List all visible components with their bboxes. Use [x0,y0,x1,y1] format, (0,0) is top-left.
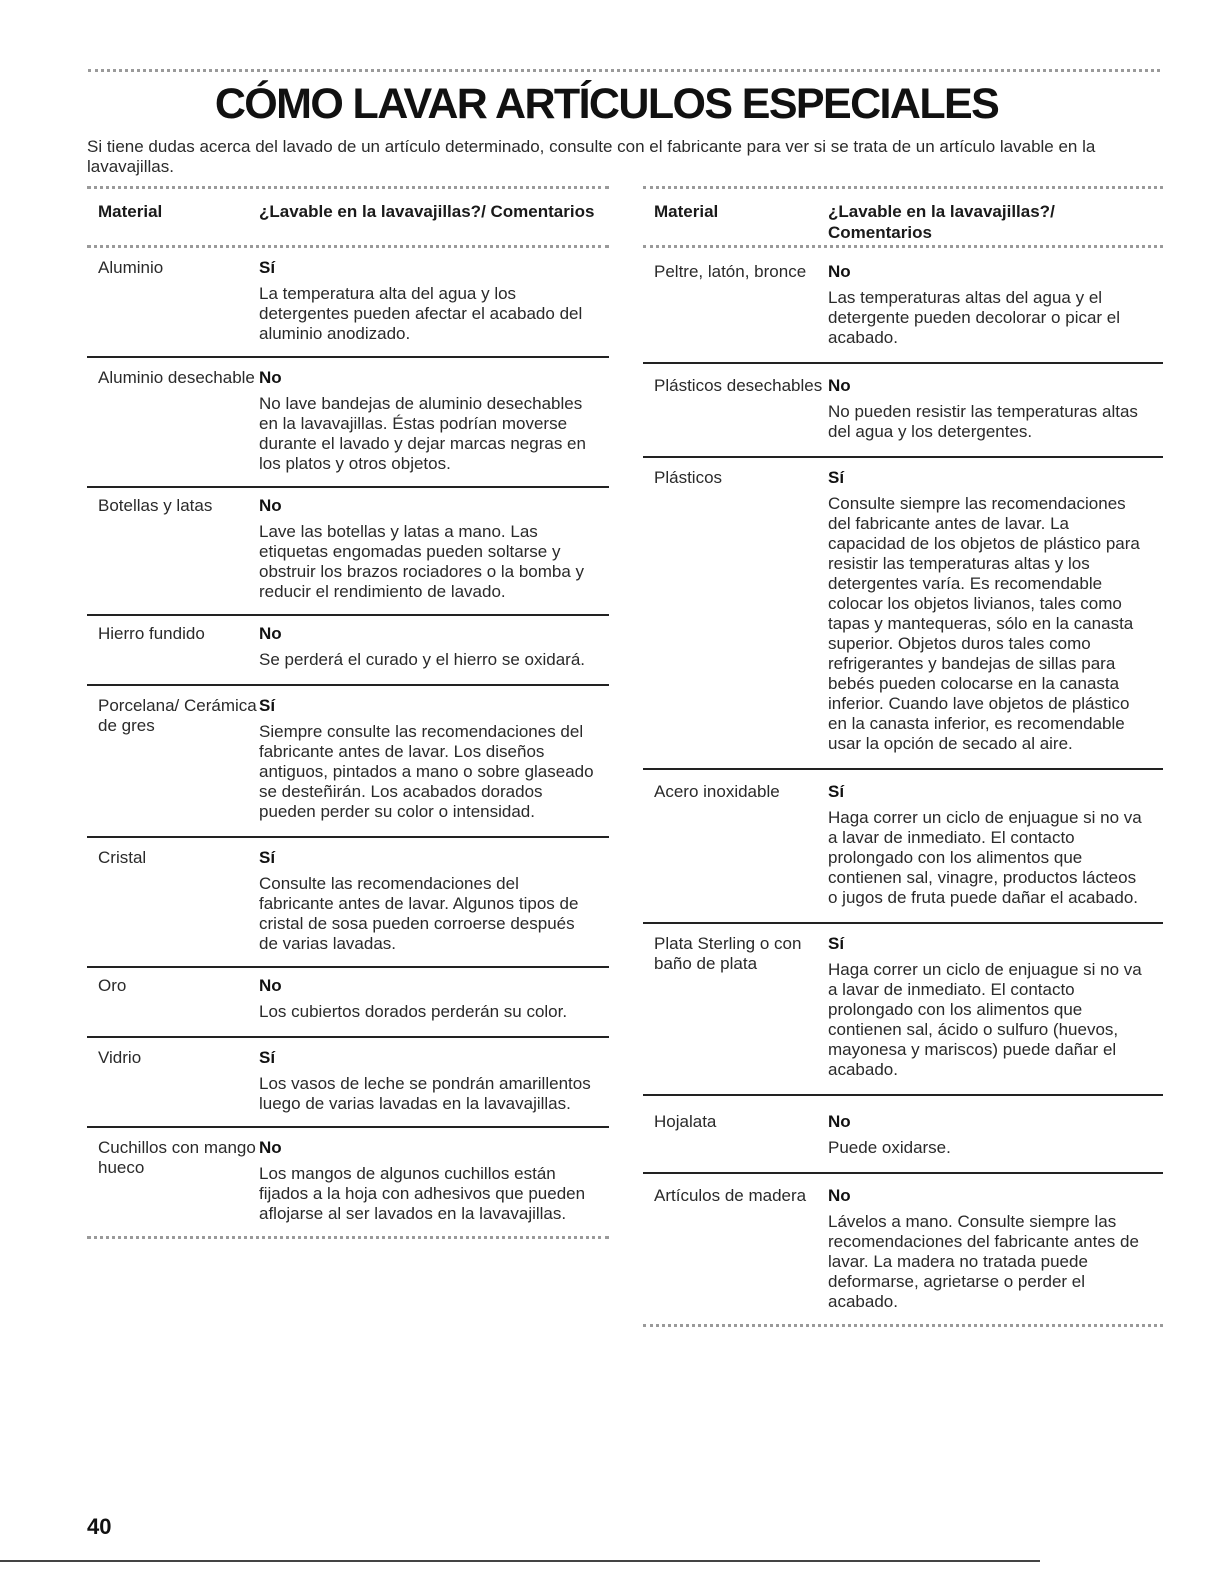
table-row [643,1172,1163,1324]
material-name: Hierro fundido [98,624,205,643]
answer-cell [259,848,609,954]
material-name: Cuchillos con mango hueco [98,1138,256,1177]
material-name: Botellas y latas [98,496,213,515]
table-row [87,614,609,684]
answer-cell [259,624,609,670]
table-row [643,1094,1163,1172]
material-name: Cristal [98,848,147,867]
header-material: Material [98,202,163,221]
verdict: No [828,376,851,395]
comment: Siempre consulte las recomendaciones del fabricante antes de lavar. Los diseños antiguos, pintados a mano o sobre glaseado se desteñirán. Los acabados dorados pueden perder su color o intensidad. [259,722,594,821]
table-row [87,966,609,1036]
comment: Los cubiertos dorados perderán su color. [259,1002,568,1021]
table-bottom-rule [643,1324,1163,1327]
verdict: Sí [259,848,276,867]
table-row [643,248,1163,362]
material-name: Peltre, latón, bronce [654,262,807,281]
comment: La temperatura alta del agua y los detergentes pueden afectar el acabado del aluminio anodizado. [259,284,583,343]
material-name: Vidrio [98,1048,142,1067]
answer-cell [259,976,609,1022]
answer-cell [828,782,1163,908]
answer-cell [828,262,1163,348]
verdict: Sí [828,934,845,953]
table-row [643,362,1163,456]
material-name: Porcelana/ Cerámica de gres [98,696,257,735]
right-table [643,186,1163,1327]
material-name: Plásticos desechables [654,376,823,395]
left-rows [87,248,609,1236]
material-name: Hojalata [654,1112,717,1131]
comment: Lávelos a mano. Consulte siempre las recomendaciones del fabricante antes de lavar. La madera no tratada puede deformarse, agrietarse o perder el acabado. [828,1212,1139,1311]
verdict: No [259,1138,282,1157]
table-header [87,189,609,235]
answer-cell [259,1048,609,1114]
material-name: Plásticos [654,468,723,487]
comment: Los vasos de leche se pondrán amarillentos luego de varias lavadas en la lavavajillas. [259,1074,591,1113]
verdict: Sí [259,258,276,277]
page-title: CÓMO LAVAR ARTÍCULOS ESPECIALES [214,80,999,128]
header-lavable: ¿Lavable en la lavavajillas?/ Comentarios [828,202,1055,242]
comment: Se perderá el curado y el hierro se oxidará. [259,650,586,669]
answer-cell [828,1112,1163,1158]
answer-cell [828,934,1163,1080]
verdict: Sí [259,1048,276,1067]
footer-rule [0,1560,1040,1562]
verdict: No [828,1186,851,1205]
table-bottom-rule [87,1236,609,1239]
material-name: Acero inoxidable [654,782,780,801]
answer-cell [828,376,1163,442]
header-material: Material [654,202,719,221]
verdict: No [259,368,282,387]
comment: Haga correr un ciclo de enjuague si no va a lavar de inmediato. El contacto prolongado con los alimentos que contienen sal, ácido o sulfuro (huevos, mayonesa y mariscos) puede dañar el acabado. [828,960,1142,1079]
material-name: Artículos de madera [654,1186,807,1205]
verdict: No [259,496,282,515]
table-row [87,1126,609,1236]
comment: Las temperaturas altas del agua y el detergente pueden decolorar o picar el acabado. [828,288,1121,347]
comment: Consulte siempre las recomendaciones del fabricante antes de lavar. La capacidad de los objetos de plástico para resistir las temperaturas altas y los detergentes varía. Es recomendable colocar los objetos livianos, tales como tapas y mantequeras, sólo en la canasta superior. Objetos duros tales como refrigerantes y bandejas de sillas para bebés pueden colocarse en la canasta inferior. Cuando lave objetos de plástico en la canasta inferior, es recomendable usar la opción de secado al aire. [828,494,1140,753]
material-name: Oro [98,976,127,995]
header-lavable: ¿Lavable en la lavavajillas?/ Comentarios [259,202,595,221]
table-row [87,684,609,836]
table-row [643,768,1163,922]
comment: Los mangos de algunos cuchillos están fijados a la hoja con adhesivos que pueden aflojarse al ser lavados en la lavavajillas. [259,1164,586,1223]
table-row [87,486,609,614]
verdict: Sí [828,782,845,801]
material-name: Aluminio [98,258,164,277]
page-number: 40 [87,1514,112,1539]
intro-paragraph: Si tiene dudas acerca del lavado de un artículo determinado, consulte con el fabricante para ver si se trata de un artículo lavable en la lavavajillas. [87,137,1096,176]
answer-cell [828,468,1163,754]
top-dotted-rule [88,69,1160,72]
table-row [643,456,1163,768]
answer-cell [259,496,609,602]
right-rows [643,248,1163,1324]
table-row [87,356,609,486]
answer-cell [259,1138,609,1224]
comment: Lave las botellas y latas a mano. Las etiquetas engomadas pueden soltarse y obstruir los brazos rociadores o la bomba y reducir el rendimiento de lavado. [259,522,585,601]
material-name: Aluminio desechable [98,368,255,387]
table-header [643,189,1163,242]
table-row [87,248,609,356]
comment: No pueden resistir las temperaturas altas del agua y los detergentes. [828,402,1138,441]
verdict: No [828,1112,851,1131]
table-row [87,1036,609,1126]
verdict: No [828,262,851,281]
answer-cell [828,1186,1163,1312]
verdict: Sí [259,696,276,715]
comment: Puede oxidarse. [828,1138,951,1157]
table-row [87,836,609,966]
left-table [87,186,609,1239]
comment: Haga correr un ciclo de enjuague si no va a lavar de inmediato. El contacto prolongado con los alimentos que contienen sal, vinagre, productos lácteos o jugos de fruta puede dañar el acabado. [828,808,1142,907]
answer-cell [259,258,609,344]
verdict: No [259,976,282,995]
verdict: Sí [828,468,845,487]
material-name: Plata Sterling o con baño de plata [654,934,802,973]
comment: No lave bandejas de aluminio desechables en la lavavajillas. Éstas podrían moverse durante el lavado y dejar marcas negras en los platos y otros objetos. [259,394,586,473]
verdict: No [259,624,282,643]
comment: Consulte las recomendaciones del fabricante antes de lavar. Algunos tipos de cristal de sosa pueden corroerse después de varias lavadas. [259,874,579,953]
answer-cell [259,696,609,822]
table-row [643,922,1163,1094]
answer-cell [259,368,609,474]
